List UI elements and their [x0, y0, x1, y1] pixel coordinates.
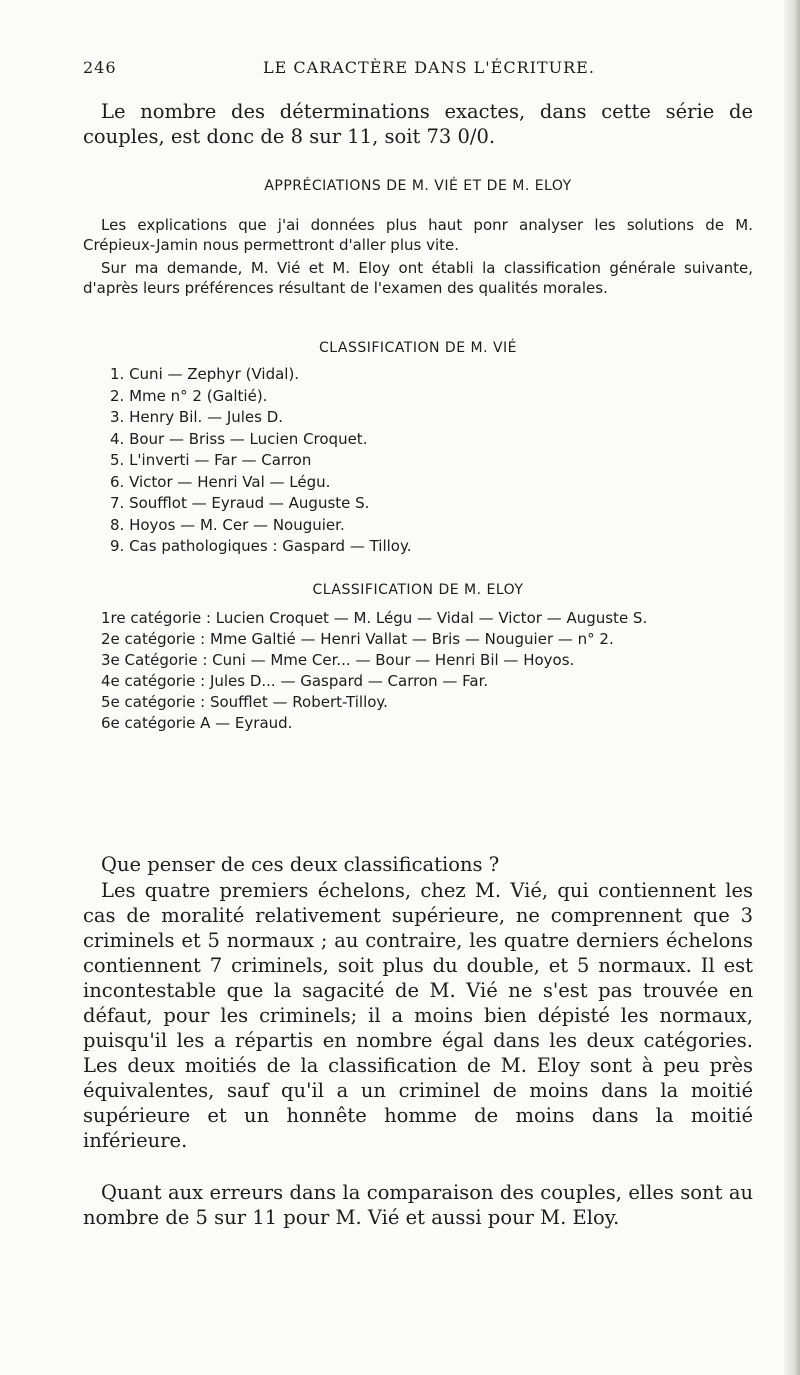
list-item: 4e catégorie : Jules D... — Gaspard — Carron — Far. — [101, 672, 489, 690]
list-item: 7. Soufflot — Eyraud — Auguste S. — [110, 494, 370, 512]
page-header — [83, 58, 728, 84]
list-item: 6. Victor — Henri Val — Légu. — [110, 472, 331, 491]
list-item: 1re catégorie : Lucien Croquet — M. Légu — Vidal — Victor — Auguste S. — [101, 609, 648, 627]
question-heading: Que penser de ces deux classifications ? — [101, 853, 500, 876]
page-number: 246 — [83, 58, 117, 77]
intro-paragraph: Le nombre des déterminations exactes, dans cette série de couples, est donc de 8 sur 11, soit 73 0/0. — [83, 100, 753, 148]
list-item: 2e catégorie : Mme Galtié — Henri Vallat — Bris — Nouguier — n° 2. — [101, 630, 614, 648]
list-item: 5. L'inverti — Far — Carron — [110, 451, 312, 469]
paragraph-demande: Sur ma demande, M. Vié et M. Eloy ont établi la classification générale suivante, d'après leurs préférences résultant de l'examen des qualités morales. — [83, 259, 753, 297]
paragraph-analysis: Les quatre premiers échelons, chez M. Vié, qui contiennent les cas de moralité relativement supérieure, ne comprennent que 3 criminels et 5 normaux ; au contraire, les quatre derniers échelons contiennent 7 criminels, soit plus du double, et 5 normaux. Il est incontestable que la sagacité de M. Vié ne s'est pas trouvée en défaut, pour les criminels; il a moins bien dépisté les normaux, puisqu'il les a répartis en nombre égal dans les deux catégories. Les deux moitiés de la classification de M. Eloy sont à peu près équivalentes, sauf qu'il a un criminel de moins dans la moitié supérieure et un honnête homme de moins dans la moitié inférieure. — [83, 879, 753, 1152]
list-item: 3. Henry Bil. — Jules D. — [110, 408, 284, 426]
paragraph-explications: Les explications que j'ai données plus haut ponr analyser les solutions de M. Crépieux-Jamin nous permettront d'aller plus vite. — [83, 216, 753, 254]
list-item: 6e catégorie A — Eyraud. — [101, 714, 293, 732]
eloy-classification-list — [83, 608, 753, 734]
eloy-classification-title: CLASSIFICATION DE M. ELOY — [312, 582, 524, 598]
list-item: 2. Mme n° 2 (Galtié). — [110, 386, 268, 405]
list-item: 8. Hoyos — M. Cer — Nouguier. — [110, 515, 345, 534]
vie-classification-list — [110, 364, 750, 558]
list-item: 1. Cuni — Zephyr (Vidal). — [110, 365, 300, 383]
list-item: 4. Bour — Briss — Lucien Croquet. — [110, 429, 368, 448]
running-title: LE CARACTÈRE DANS L'ÉCRITURE. — [263, 58, 595, 77]
section-title: APPRÉCIATIONS DE M. VIÉ ET DE M. ELOY — [264, 178, 572, 194]
paragraph-conclusion: Quant aux erreurs dans la comparaison des couples, elles sont au nombre de 5 sur 11 pour M. Vié et aussi pour M. Eloy. — [83, 1181, 753, 1229]
page-edge — [784, 0, 800, 1375]
vie-classification-title: CLASSIFICATION DE M. VIÉ — [318, 340, 518, 356]
list-item: 5e catégorie : Soufflet — Robert-Tilloy. — [101, 693, 388, 711]
list-item: 9. Cas pathologiques : Gaspard — Tilloy. — [110, 537, 412, 555]
list-item: 3e Catégorie : Cuni — Mme Cer... — Bour — Henri Bil — Hoyos. — [101, 651, 575, 669]
